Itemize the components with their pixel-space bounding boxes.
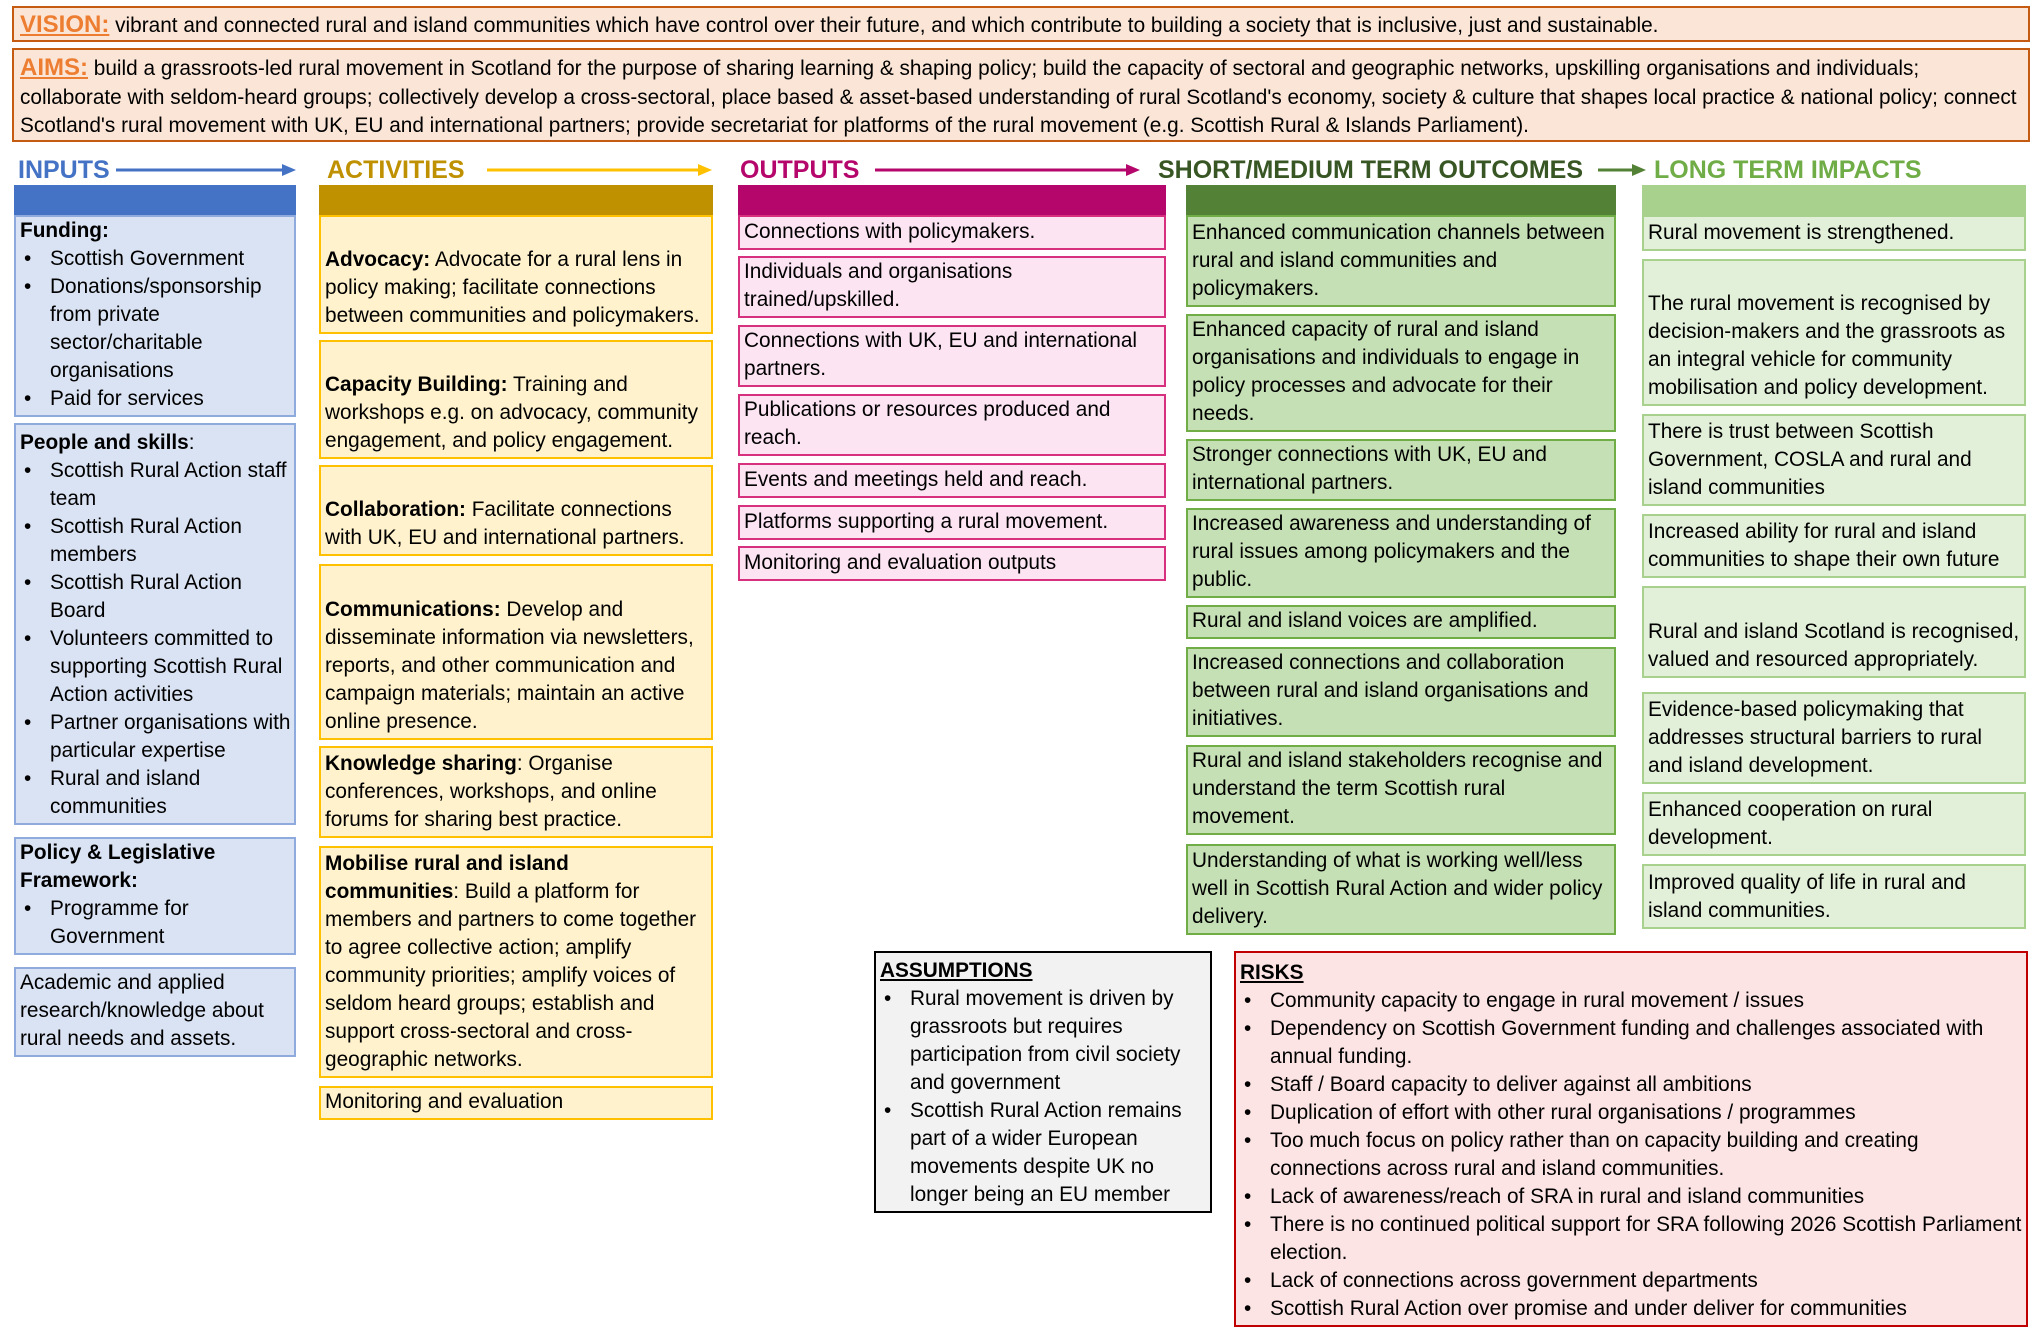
outcome-text: Enhanced communication channels between rural and island communities and policymakers.	[1192, 221, 1605, 300]
input-people-item: • Scottish Rural Action staff team	[50, 457, 291, 513]
outcome-text: Enhanced capacity of rural and island organisations and individuals to engage in policy processes and advocate for their needs.	[1192, 318, 1580, 425]
impact-text: Evidence-based policymaking that addresses structural barriers to rural and island development.	[1648, 698, 1983, 777]
outcome-box	[1186, 439, 1616, 501]
input-research-text: Academic and applied research/knowledge about rural needs and assets.	[20, 971, 264, 1050]
impact-text: Rural and island Scotland is recognised, valued and resourced appropriately.	[1648, 620, 2020, 671]
input-funding-box	[14, 215, 296, 417]
activity-heading: Mobilise rural and island communities	[325, 852, 569, 903]
risk-item: • Community capacity to engage in rural movement / issues	[1270, 987, 2023, 1015]
activity-box	[319, 1086, 713, 1120]
vision-heading: VISION:	[20, 11, 110, 38]
inputs-header-bar	[14, 185, 296, 215]
outcome-text: Rural and island stakeholders recognise and understand the term Scottish rural movement.	[1192, 749, 1603, 828]
outcomes-header-bar	[1186, 185, 1616, 215]
input-funding-heading: Funding:	[20, 219, 109, 242]
outputs-arrow-icon	[875, 164, 1140, 176]
output-box	[738, 215, 1166, 250]
input-policy-box	[14, 837, 296, 955]
inputs-title: INPUTS	[18, 156, 110, 184]
outputs-title: OUTPUTS	[740, 156, 860, 184]
risk-item: • Dependency on Scottish Government funding and challenges associated with annual funding.	[1270, 1015, 2023, 1071]
outcome-box	[1186, 647, 1616, 737]
input-research-box	[14, 967, 296, 1057]
risk-item: • Lack of connections across government departments	[1270, 1267, 2023, 1295]
risks-heading: RISKS	[1240, 961, 1304, 984]
assumption-item: • Rural movement is driven by grassroots but requires participation from civil society and government	[910, 985, 1207, 1097]
activities-arrow-icon	[487, 164, 712, 176]
input-people-item: • Scottish Rural Action members	[50, 513, 291, 569]
output-box	[738, 463, 1166, 498]
impact-text: There is trust between Scottish Government, COSLA and rural and island communities	[1648, 420, 1972, 499]
output-box	[738, 546, 1166, 581]
input-policy-heading: Policy & Legislative Framework:	[20, 841, 216, 892]
outcome-text: Understanding of what is working well/less well in Scottish Rural Action and wider policy delivery.	[1192, 849, 1603, 928]
outcome-box	[1186, 605, 1616, 639]
activity-heading: Knowledge sharing	[325, 752, 517, 775]
impact-box	[1642, 215, 2026, 251]
impact-text: Increased ability for rural and island communities to shape their own future	[1648, 520, 2000, 571]
outcome-text: Increased awareness and understanding of rural issues among policymakers and the public.	[1192, 512, 1591, 591]
activities-header-bar	[319, 185, 713, 215]
outcome-box	[1186, 844, 1616, 935]
activity-heading: Capacity Building:	[325, 373, 508, 396]
aims-heading: AIMS:	[20, 54, 88, 81]
vision-text: vibrant and connected rural and island communities which have control over their future, and which contribute to building a society that is inclusive, just and sustainable.	[109, 14, 1659, 37]
input-people-suffix: :	[188, 431, 195, 454]
activity-text: Advocate for a rural lens in policy making; facilitate connections between communities and policymakers.	[325, 248, 700, 327]
output-text: Connections with UK, EU and international partners.	[744, 329, 1138, 380]
input-people-heading: People and skills	[20, 431, 189, 454]
risk-item: • Too much focus on policy rather than on capacity building and creating connections across rural and island communities.	[1270, 1127, 2023, 1183]
input-funding-item: • Paid for services	[50, 385, 291, 413]
outcomes-title: SHORT/MEDIUM TERM OUTCOMES	[1158, 156, 1583, 184]
activity-box	[319, 340, 713, 459]
risk-item: • Lack of awareness/reach of SRA in rural and island communities	[1270, 1183, 2023, 1211]
activity-text: Facilitate connections with UK, EU and international partners.	[325, 498, 685, 549]
activity-text: : Organise conferences, workshops, and online forums for sharing best practice.	[325, 752, 657, 831]
aims-text: build a grassroots-led rural movement in Scotland for the purpose of sharing learning & shaping policy; build the capacity of sectoral and geographic networks, upskilling organisations and individuals; collaborate with seldom-heard groups; collectively develop a cross-sectoral, place based & asset-based understanding of rural Scotland's economy, society & culture that shapes local practice & national policy; connect Scotland's rural movement with UK, EU and international partners; provide secretariat for platforms of the rural movement (e.g. Scottish Rural & Islands Parliament).	[20, 57, 2017, 137]
outcome-text: Stronger connections with UK, EU and international partners.	[1192, 443, 1547, 494]
input-people-item: • Volunteers committed to supporting Scottish Rural Action activities	[50, 625, 291, 709]
impact-text: Improved quality of life in rural and island communities.	[1648, 871, 1966, 922]
risk-item: • Duplication of effort with other rural organisations / programmes	[1270, 1099, 2023, 1127]
impacts-header-bar	[1642, 185, 2026, 215]
impact-box	[1642, 259, 2026, 406]
impact-box	[1642, 792, 2026, 856]
risk-item: • There is no continued political support for SRA following 2026 Scottish Parliament election.	[1270, 1211, 2023, 1267]
input-people-box	[14, 423, 296, 825]
impact-box	[1642, 514, 2026, 578]
activity-box	[319, 215, 713, 334]
output-box	[738, 325, 1166, 387]
activity-heading: Collaboration:	[325, 498, 466, 521]
activity-heading: Advocacy:	[325, 248, 431, 271]
outcome-text: Rural and island voices are amplified.	[1192, 609, 1538, 632]
output-box	[738, 256, 1166, 318]
activity-heading: Communications:	[325, 598, 501, 621]
output-box	[738, 505, 1166, 540]
output-text: Individuals and organisations trained/upskilled.	[744, 260, 1013, 311]
impact-text: Rural movement is strengthened.	[1648, 221, 1955, 244]
input-funding-item: • Donations/sponsorship from private sector/charitable organisations	[50, 273, 291, 385]
output-text: Events and meetings held and reach.	[744, 468, 1088, 491]
activity-box	[319, 846, 713, 1078]
activities-title: ACTIVITIES	[327, 156, 465, 184]
input-funding-item: • Scottish Government	[50, 245, 291, 273]
output-text: Monitoring and evaluation outputs	[744, 551, 1057, 574]
risks-box	[1234, 951, 2028, 1327]
outcome-text: Increased connections and collaboration between rural and island organisations and initiatives.	[1192, 651, 1589, 730]
impact-box	[1642, 864, 2026, 929]
risk-item: • Staff / Board capacity to deliver against all ambitions	[1270, 1071, 2023, 1099]
impact-box	[1642, 414, 2026, 506]
output-box	[738, 394, 1166, 456]
outcome-box	[1186, 508, 1616, 598]
assumptions-heading: ASSUMPTIONS	[880, 959, 1033, 982]
input-people-item: • Partner organisations with particular expertise	[50, 709, 291, 765]
activity-text: Develop and disseminate information via newsletters, reports, and other communication and campaign materials; maintain an active online presence.	[325, 598, 694, 733]
risk-item: • Scottish Rural Action over promise and under deliver for communities	[1270, 1295, 2023, 1323]
impacts-title: LONG TERM IMPACTS	[1654, 156, 1922, 184]
activity-box	[319, 564, 713, 740]
outcome-box	[1186, 314, 1616, 432]
assumption-item: • Scottish Rural Action remains part of a wider European movements despite UK no longer being an EU member	[910, 1097, 1207, 1209]
activity-text: Monitoring and evaluation	[325, 1090, 564, 1113]
outputs-header-bar	[738, 185, 1166, 215]
output-text: Publications or resources produced and reach.	[744, 398, 1111, 449]
activity-box	[319, 746, 713, 838]
activity-box	[319, 465, 713, 556]
inputs-arrow-icon	[116, 164, 296, 176]
outcomes-arrow-icon	[1598, 164, 1646, 176]
input-people-item: • Scottish Rural Action Board	[50, 569, 291, 625]
input-policy-item: • Programme for Government	[50, 895, 291, 951]
input-people-item: • Rural and island communities	[50, 765, 291, 821]
activity-text: : Build a platform for members and partners to come together to agree collective action; amplify community priorities; amplify voices of seldom heard groups; establish and support cross-sectoral and cross-geographic networks.	[325, 880, 697, 1071]
impact-text: The rural movement is recognised by decision-makers and the grassroots as an integral vehicle for community mobilisation and policy development.	[1648, 292, 2006, 399]
activity-text: Training and workshops e.g. on advocacy, community engagement, and policy engagement.	[325, 373, 698, 452]
outcome-box	[1186, 745, 1616, 835]
impact-text: Enhanced cooperation on rural development.	[1648, 798, 1933, 849]
assumptions-box	[874, 951, 1212, 1213]
impact-box	[1642, 692, 2026, 784]
outcome-box	[1186, 215, 1616, 307]
impact-box	[1642, 586, 2026, 678]
output-text: Connections with policymakers.	[744, 220, 1036, 243]
output-text: Platforms supporting a rural movement.	[744, 510, 1109, 533]
